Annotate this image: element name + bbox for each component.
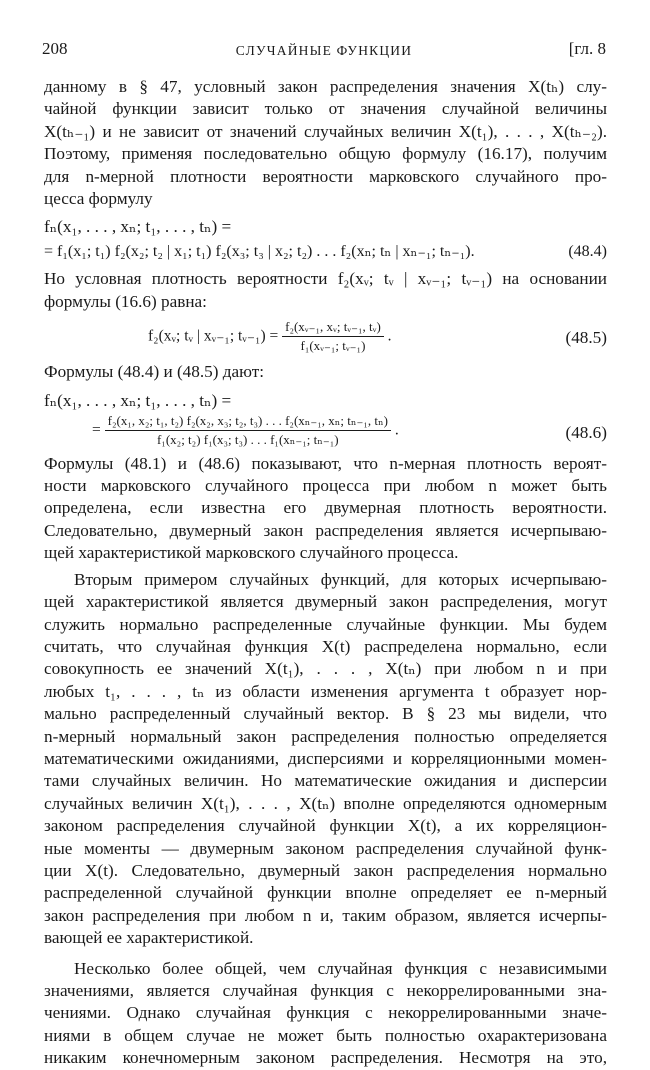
text-line: распределенной случайной функции вполне определяет ее n-мерный [44,883,607,903]
equation-48-5: f₂(xᵥ; tᵥ | xᵥ₋₁; tᵥ₋₁) = $\frac{\text{f₂(xᵥ₋₁, xᵥ; tᵥ₋₁, tᵥ)}}{\text{f₁(xᵥ₋₁; tᵥ₋₁)}}$ . (48.5) [148,319,607,354]
chapter-label: [гл. 8 [568,39,606,58]
page-header [42,38,606,62]
equation-48-6 [44,388,607,453]
page-number: 208 [42,39,68,58]
text-line: n-мерный нормальный закон распределения полностью определяется [44,726,607,746]
text-line: Формулы (48.4) и (48.5) дают: [44,362,265,382]
text-line: тами случайных величин. Но математические ожидания и дисперсии [44,771,607,791]
text-line: формулы (16.6) равна: [44,291,207,311]
text-line: для n-мерной плотности вероятности марковского случайного про- [44,166,607,186]
text-line: Формулы (48.1) и (48.6) показывают, что n-мерная плотность вероят- [44,453,607,473]
text-line: щей характеристикой является двумерный закон распределения, могут [44,592,607,612]
text-line: Несколько более общей, чем случайная функция с независимыми [74,958,607,978]
paragraph-normal-functions [44,569,607,950]
text-line: мально распределенный случайный вектор. В § 23 мы видели, что [44,704,607,724]
fraction-denominator: f₁(xᵥ₋₁; tᵥ₋₁) [300,338,366,354]
text-line: данному в § 47, условный закон распределения значения X(tₕ) слу- [44,77,607,96]
paragraph-uncorrelated [44,958,607,1070]
text-line: совокупность ее значений X(t₁), . . . , X(tₙ) при любом n и при [44,659,607,679]
text-line: ные моменты — двумерным законом распределения случайной функ- [44,838,607,858]
text-line: Но условная плотность вероятности f₂(xᵥ; tᵥ | xᵥ₋₁; tᵥ₋₁) на основании [44,269,607,289]
paragraph-conditional-density [44,268,607,313]
text-line: служить нормально распределенные случайные функции. Мы будем [44,614,607,634]
paragraph-markov-intro [44,76,607,210]
equation-line: fₙ(x₁, . . . , xₙ; t₁, . . . , tₙ) = [44,390,232,410]
text-line: ции X(t). Следовательно, двумерный закон распределения нормально [44,860,607,880]
text-line: Следовательно, двумерный закон распределения является исчерпываю- [44,520,607,540]
text-line: любых t₁, . . . , tₙ из области изменения аргумента t образует нор- [44,681,607,701]
text-line: закон распределения при любом n и, таким образом, является исчерпы- [44,905,607,925]
equation-line: = f₂(x₁, x₂; t₁, t₂) f₂(x₂, x₃; t₂, t₃) . . . f₂(xₙ₋₁, xₙ; tₙ₋₁, tₙ) f₁(x₂; t₂) f₁(x₃; t₃) . . . f₁(xₙ₋₁; tₙ₋₁) . (48.6) [92,412,607,447]
equation-48-4 [44,214,607,264]
equation-number: (48.5) [565,328,607,348]
text-line: считать, что случайная функция X(t) распределена нормально, если [44,636,607,656]
text-line: Поэтому, применяя последовательно общую формулу (16.17), получим [44,144,607,164]
equation-number: (48.6) [565,422,607,442]
text-line: никаким конечномерным законом распределения. Несмотря на это, [44,1048,607,1068]
text-line: случайных величин X(t₁), . . . , X(tₙ) вполне определяются одномерным [44,793,607,813]
text-line: Вторым примером случайных функций, для которых исчерпываю- [74,569,607,589]
text-line: ниями в общем случае не может быть полностью охарактеризована [44,1025,607,1045]
text-line: определена, если известна его двумерная плотность вероятности. [44,498,607,518]
equation-fraction [282,319,384,354]
equation-fraction [105,413,391,448]
fraction-numerator: f₂(x₁, x₂; t₁, t₂) f₂(x₂, x₃; t₂, t₃) . . . f₂(xₙ₋₁, xₙ; tₙ₋₁, tₙ) [105,413,391,431]
equation-line [44,239,607,264]
text-line: чениями. Однако случайная функция с некоррелированными значе- [44,1003,607,1023]
page-body [44,76,607,1070]
text-line: цесса формулу [44,189,153,209]
text-line: математическими ожиданиями, дисперсиями и корреляционными момен- [44,748,607,768]
text-line: X(tₕ₋₁) и не зависит от значений случайных величин X(t₁), . . . , X(tₕ₋₂). [44,121,607,141]
fraction-numerator: f₂(xᵥ₋₁, xᵥ; tᵥ₋₁, tᵥ) [282,319,384,337]
equation-lhs: f₂(xᵥ; tᵥ | xᵥ₋₁; tᵥ₋₁) = [148,327,279,345]
equation-line: fₙ(x₁, . . . , xₙ; t₁, . . . , tₙ) = [44,217,232,237]
fraction-denominator: f₁(x₂; t₂) f₁(x₃; t₃) . . . f₁(xₙ₋₁; tₙ₋₁) [156,431,339,447]
equals-sign: = [92,420,101,438]
text-line: ности марковского случайного процесса при любом n может быть [44,476,607,496]
text-line: вающей ее характеристикой. [44,928,254,948]
text-line: чайной функции зависит только от значения случайной величины [44,99,607,119]
equation-number: (48.4) [568,243,607,261]
text-line: значениями, является случайная функция с некоррелированными зна- [44,981,607,1000]
text-line: щей характеристикой марковского случайного процесса. [44,543,459,563]
text-line: законом распределения случайной функции X(t), а их корреляцион- [44,816,607,836]
paragraph-markov-conclusion [44,453,607,565]
equation-body: = f₁(x₁; t₁) f₂(x₂; t₂ | x₁; t₁) f₂(x₃; t₃ | x₂; t₂) . . . f₂(xₙ; tₙ | xₙ₋₁; tₙ₋₁). [44,243,475,261]
running-title: СЛУЧАЙНЫЕ ФУНКЦИИ [235,43,413,58]
